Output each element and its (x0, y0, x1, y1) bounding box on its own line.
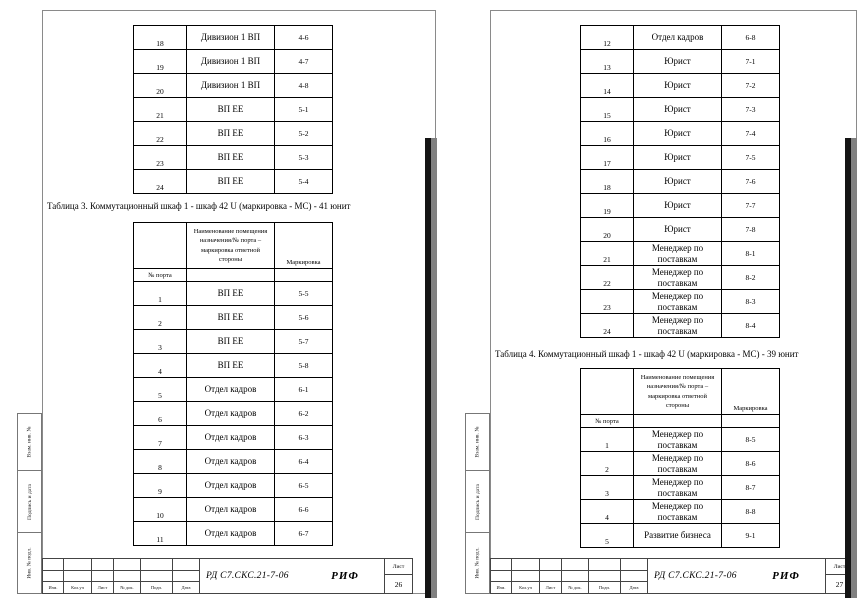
marking-cell: 7-1 (722, 50, 780, 74)
sheet-label: Лист (385, 559, 412, 575)
margin-field (466, 414, 489, 471)
port-number-header: № порта (134, 269, 187, 282)
margin-label: Инв. № подл. (26, 547, 33, 579)
room-name-cell: Менеджер по поставкам (634, 500, 722, 524)
revision-label: Кол.уч (511, 581, 539, 593)
port-number-cell: 22 (581, 266, 634, 290)
port-number-cell: 23 (134, 146, 187, 170)
table-header-row (134, 223, 333, 269)
marking-cell: 7-5 (722, 146, 780, 170)
revision-cell (491, 570, 511, 581)
empty-cell (187, 269, 275, 282)
revision-label: Лист (91, 581, 113, 593)
table-row (581, 452, 780, 476)
marking-cell: 8-6 (722, 452, 780, 476)
port-number-cell: 10 (134, 498, 187, 522)
revision-cell (561, 570, 588, 581)
revision-cell (172, 570, 199, 581)
table-row (134, 354, 333, 378)
room-name-cell: Менеджер по поставкам (634, 242, 722, 266)
sheet-number: 27 (835, 579, 844, 589)
marking-cell: 8-3 (722, 290, 780, 314)
revision-cell (43, 570, 63, 581)
marking-cell: 5-5 (275, 282, 333, 306)
revision-cell (511, 559, 539, 570)
marking-cell: 6-7 (275, 522, 333, 546)
margin-field (466, 533, 489, 593)
port-header-cell (134, 223, 187, 269)
marking-header: Маркировка (275, 223, 333, 269)
room-name-cell: Отдел кадров (187, 426, 275, 450)
room-name-cell: Юрист (634, 74, 722, 98)
revision-label: Лист (539, 581, 561, 593)
port-number-cell: 20 (134, 74, 187, 98)
margin-label: Инв. № подл. (474, 547, 481, 579)
revision-cell (113, 559, 140, 570)
room-name-cell: Юрист (634, 50, 722, 74)
revision-grid (43, 559, 200, 593)
port-number-cell: 12 (581, 26, 634, 50)
marking-cell: 7-2 (722, 74, 780, 98)
room-name-cell: ВП ЕЕ (187, 306, 275, 330)
margin-label: Подпись и дата (26, 483, 33, 520)
empty-cell (722, 415, 780, 428)
table-row (134, 306, 333, 330)
margin-field (466, 471, 489, 533)
page-edge-shadow (851, 138, 857, 598)
revision-cell (63, 570, 91, 581)
port-number-cell: 18 (134, 26, 187, 50)
room-name-cell: ВП ЕЕ (187, 170, 275, 194)
room-name-cell: Менеджер по поставкам (634, 290, 722, 314)
port-number-cell: 11 (134, 522, 187, 546)
port-number-cell: 2 (581, 452, 634, 476)
patch-table-3 (133, 222, 333, 546)
table-row (581, 428, 780, 452)
port-number-cell: 16 (581, 122, 634, 146)
port-number-cell: 18 (581, 170, 634, 194)
room-name-cell: Юрист (634, 98, 722, 122)
table-row (134, 378, 333, 402)
table-row (581, 218, 780, 242)
room-name-header: Наименование помещения назначения/№ порта – маркировка ответной стороны (187, 223, 275, 269)
margin-stamp-strip (17, 413, 42, 594)
table-row (581, 98, 780, 122)
marking-cell: 5-6 (275, 306, 333, 330)
marking-cell: 9-1 (722, 524, 780, 548)
page-edge-shadow (431, 138, 437, 598)
revision-label: Дата (620, 581, 647, 593)
room-name-cell: Менеджер по поставкам (634, 452, 722, 476)
port-number-cell: 7 (134, 426, 187, 450)
marking-cell: 6-8 (722, 26, 780, 50)
table-3-caption: Таблица 3. Коммутационный шкаф 1 - шкаф 42 U (маркировка - МС) - 41 юнит (47, 201, 351, 211)
marking-cell: 5-7 (275, 330, 333, 354)
port-number-cell: 2 (134, 306, 187, 330)
room-name-cell: Менеджер по поставкам (634, 428, 722, 452)
room-name-cell: Отдел кадров (187, 498, 275, 522)
port-number-cell: 6 (134, 402, 187, 426)
margin-field (18, 533, 41, 593)
table-row (134, 402, 333, 426)
revision-grid (491, 559, 648, 593)
revision-cell (63, 559, 91, 570)
document-number: РД С7.СКС.21-7-06 (206, 571, 289, 581)
margin-stamp-strip (465, 413, 490, 594)
table-row (134, 426, 333, 450)
marking-cell: 6-2 (275, 402, 333, 426)
port-number-cell: 24 (134, 170, 187, 194)
patch-table-4 (580, 368, 780, 548)
table-row (134, 26, 333, 50)
revision-cell (620, 570, 647, 581)
table-row (134, 474, 333, 498)
room-name-cell: Менеджер по поставкам (634, 266, 722, 290)
marking-cell: 5-3 (275, 146, 333, 170)
table-row (134, 450, 333, 474)
port-number-cell: 13 (581, 50, 634, 74)
revision-label: Кол.уч (63, 581, 91, 593)
title-block (490, 558, 854, 594)
port-number-cell: 20 (581, 218, 634, 242)
table-row (134, 170, 333, 194)
marking-cell: 8-4 (722, 314, 780, 338)
marking-cell: 5-4 (275, 170, 333, 194)
margin-label: Взам. инв. № (26, 426, 33, 458)
port-number-cell: 21 (581, 242, 634, 266)
table-row (134, 282, 333, 306)
table-row (581, 122, 780, 146)
document-number: РД С7.СКС.21-7-06 (654, 571, 737, 581)
revision-label: № док. (113, 581, 140, 593)
marking-cell: 5-2 (275, 122, 333, 146)
marking-cell: 8-7 (722, 476, 780, 500)
room-name-cell: Отдел кадров (187, 474, 275, 498)
room-name-cell: Менеджер по поставкам (634, 476, 722, 500)
port-number-cell: 8 (134, 450, 187, 474)
room-name-cell: Отдел кадров (634, 26, 722, 50)
room-name-cell: Дивизион 1 ВП (187, 74, 275, 98)
marking-cell: 8-1 (722, 242, 780, 266)
sheet-number-box (384, 559, 412, 593)
company-logo: РИФ (772, 570, 800, 582)
room-name-cell: Менеджер по поставкам (634, 314, 722, 338)
port-number-cell: 3 (581, 476, 634, 500)
port-number-cell: 1 (581, 428, 634, 452)
table-row (581, 194, 780, 218)
port-number-cell: 19 (134, 50, 187, 74)
port-number-cell: 15 (581, 98, 634, 122)
sheet-label: Лист (826, 559, 853, 575)
marking-cell: 8-2 (722, 266, 780, 290)
empty-cell (634, 415, 722, 428)
marking-cell: 6-5 (275, 474, 333, 498)
room-name-cell: Юрист (634, 194, 722, 218)
marking-cell: 8-8 (722, 500, 780, 524)
sheet-27 (490, 10, 857, 594)
table-row (134, 498, 333, 522)
revision-label: Изм. (491, 581, 511, 593)
revision-cell (113, 570, 140, 581)
sheet-number: 26 (394, 579, 403, 589)
table-subheader-row (581, 415, 780, 428)
table-row (134, 146, 333, 170)
margin-label: Подпись и дата (474, 483, 481, 520)
table-header-row (581, 369, 780, 415)
room-name-cell: Юрист (634, 170, 722, 194)
sheet-26 (42, 10, 436, 594)
revision-cell (511, 570, 539, 581)
revision-label: Изм. (43, 581, 63, 593)
port-number-cell: 3 (134, 330, 187, 354)
table-row (134, 122, 333, 146)
company-logo: РИФ (331, 570, 359, 582)
revision-cell (43, 559, 63, 570)
table-row (134, 98, 333, 122)
marking-cell: 7-7 (722, 194, 780, 218)
revision-label: № док. (561, 581, 588, 593)
port-number-cell: 9 (134, 474, 187, 498)
marking-cell: 6-3 (275, 426, 333, 450)
margin-field (18, 414, 41, 471)
room-name-cell: ВП ЕЕ (187, 282, 275, 306)
room-name-cell: Развитие бизнеса (634, 524, 722, 548)
table-row (581, 50, 780, 74)
margin-label: Взам. инв. № (474, 426, 481, 458)
revision-cell (491, 559, 511, 570)
revision-cell (91, 570, 113, 581)
revision-cell (91, 559, 113, 570)
revision-label: Дата (172, 581, 199, 593)
port-number-cell: 5 (134, 378, 187, 402)
revision-cell (588, 570, 620, 581)
room-name-cell: Отдел кадров (187, 378, 275, 402)
table-4-caption: Таблица 4. Коммутационный шкаф 1 - шкаф 42 U (маркировка - МС) - 39 юнит (495, 349, 799, 359)
table-row (134, 74, 333, 98)
marking-cell: 8-5 (722, 428, 780, 452)
revision-cell (539, 570, 561, 581)
room-name-cell: Юрист (634, 122, 722, 146)
title-block (42, 558, 413, 594)
margin-field (18, 471, 41, 533)
room-name-cell: Отдел кадров (187, 402, 275, 426)
revision-cell (539, 559, 561, 570)
port-number-cell: 17 (581, 146, 634, 170)
port-number-header: № порта (581, 415, 634, 428)
empty-cell (275, 269, 333, 282)
marking-cell: 6-1 (275, 378, 333, 402)
room-name-header: Наименование помещения назначения/№ порта – маркировка ответной стороны (634, 369, 722, 415)
room-name-cell: ВП ЕЕ (187, 146, 275, 170)
table-row (581, 74, 780, 98)
room-name-cell: Отдел кадров (187, 450, 275, 474)
marking-cell: 4-6 (275, 26, 333, 50)
port-number-cell: 23 (581, 290, 634, 314)
revision-label: Подп. (588, 581, 620, 593)
table-subheader-row (134, 269, 333, 282)
room-name-cell: ВП ЕЕ (187, 354, 275, 378)
port-header-cell (581, 369, 634, 415)
marking-cell: 5-8 (275, 354, 333, 378)
marking-header: Маркировка (722, 369, 780, 415)
port-number-cell: 5 (581, 524, 634, 548)
patch-table-continuation (580, 25, 780, 338)
marking-cell: 6-4 (275, 450, 333, 474)
table-row (581, 170, 780, 194)
marking-cell: 5-1 (275, 98, 333, 122)
marking-cell: 7-3 (722, 98, 780, 122)
room-name-cell: ВП ЕЕ (187, 330, 275, 354)
revision-cell (588, 559, 620, 570)
room-name-cell: Дивизион 1 ВП (187, 26, 275, 50)
table-row (581, 242, 780, 266)
table-row (134, 330, 333, 354)
table-row (581, 524, 780, 548)
revision-cell (140, 570, 172, 581)
revision-cell (140, 559, 172, 570)
marking-cell: 6-6 (275, 498, 333, 522)
port-number-cell: 24 (581, 314, 634, 338)
room-name-cell: Дивизион 1 ВП (187, 50, 275, 74)
table-row (581, 146, 780, 170)
table-row (581, 476, 780, 500)
marking-cell: 7-4 (722, 122, 780, 146)
port-number-cell: 1 (134, 282, 187, 306)
table-row (581, 26, 780, 50)
revision-cell (620, 559, 647, 570)
port-number-cell: 19 (581, 194, 634, 218)
patch-table-continuation (133, 25, 333, 194)
table-row (581, 314, 780, 338)
marking-cell: 4-8 (275, 74, 333, 98)
marking-cell: 4-7 (275, 50, 333, 74)
revision-cell (561, 559, 588, 570)
port-number-cell: 21 (134, 98, 187, 122)
revision-label: Подп. (140, 581, 172, 593)
table-row (134, 522, 333, 546)
room-name-cell: Отдел кадров (187, 522, 275, 546)
room-name-cell: Юрист (634, 146, 722, 170)
table-row (581, 266, 780, 290)
room-name-cell: ВП ЕЕ (187, 122, 275, 146)
port-number-cell: 22 (134, 122, 187, 146)
marking-cell: 7-8 (722, 218, 780, 242)
port-number-cell: 14 (581, 74, 634, 98)
port-number-cell: 4 (581, 500, 634, 524)
revision-cell (172, 559, 199, 570)
room-name-cell: Юрист (634, 218, 722, 242)
table-row (581, 500, 780, 524)
marking-cell: 7-6 (722, 170, 780, 194)
table-row (581, 290, 780, 314)
table-row (134, 50, 333, 74)
port-number-cell: 4 (134, 354, 187, 378)
room-name-cell: ВП ЕЕ (187, 98, 275, 122)
